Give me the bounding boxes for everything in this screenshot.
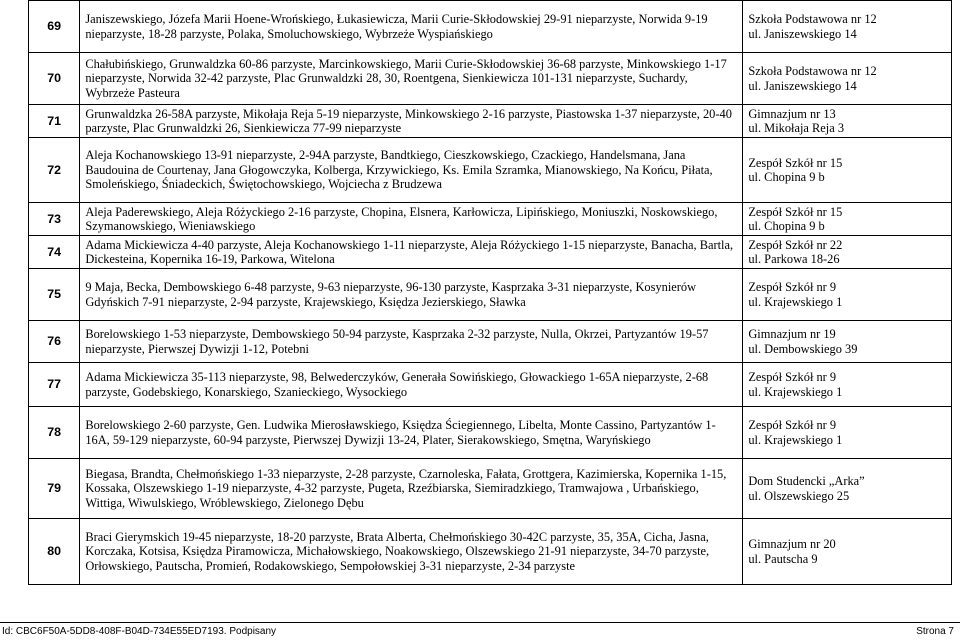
polling-station-name: Zespół Szkół nr 22	[748, 237, 843, 252]
polling-station-address: ul. Chopina 9 b	[748, 219, 825, 233]
district-number: 77	[29, 363, 80, 407]
polling-station	[743, 203, 952, 236]
polling-station-name: Szkoła Podstawowa nr 12	[748, 64, 877, 79]
page-number: Strona 7	[916, 626, 954, 637]
district-streets: Janiszewskiego, Józefa Marii Hoene-Wrońskiego, Łukasiewicza, Marii Curie-Skłodowskiej 29-91 nieparzyste, Norwida 9-19 nieparzyste, 18-28 parzyste, Polaka, Smoluchowskiego, Wybrzeże Wyspiańskiego	[80, 1, 743, 53]
table-row	[29, 269, 952, 321]
page-footer	[0, 622, 960, 641]
district-streets: Braci Gierymskich 19-45 nieparzyste, 18-20 parzyste, Brata Alberta, Chełmońskiego 30-42C parzyste, 35, 35A, Cicha, Jasna, Korczaka, Kotsisa, Księdza Piramowicza, Michałowskiego, Noakowskiego, Olszewskiego 21-91 nieparzyste, 34-70 parzyste, Orłowskiego, Pautscha, Promień, Rodakowskiego, Sempołowskiej 3-31 nieparzyste, 2-34 parzyste	[80, 519, 743, 585]
district-number: 69	[29, 1, 80, 53]
districts-table	[28, 0, 952, 585]
table-row	[29, 1, 952, 53]
table-row	[29, 321, 952, 363]
district-number: 71	[29, 105, 80, 138]
polling-station-name: Gimnazjum nr 19	[748, 327, 836, 342]
polling-station-name: Dom Studencki „Arka”	[748, 474, 865, 489]
district-streets: Chałubińskiego, Grunwaldzka 60-86 parzyste, Marcinkowskiego, Marii Curie-Skłodowskiej 36-68 parzyste, Minkowskiego 1-17 nieparzyste, Norwida 32-42 parzyste, Plac Grunwaldzki 28, 30, Roentgena, Sienkiewicza 101-131 nieparzyste, Suchardy, Wybrzeże Pasteura	[80, 53, 743, 105]
polling-station-address: ul. Krajewskiego 1	[748, 384, 843, 399]
polling-station	[743, 363, 952, 407]
district-streets: Borelowskiego 2-60 parzyste, Gen. Ludwika Mierosławskiego, Księdza Ściegiennego, Libelta, Monte Cassino, Partyzantów 1-16A, 59-129 nieparzyste, 60-94 parzyste, Pierwszej Dywizji 13-24, Plater, Sierakowskiego, Smętna, Waryńskiego	[80, 407, 743, 459]
polling-station	[743, 321, 952, 363]
polling-station	[743, 138, 952, 203]
district-streets: Adama Mickiewicza 4-40 parzyste, Aleja Kochanowskiego 1-11 nieparzyste, Aleja Różyckiego 1-15 nieparzyste, Banacha, Bartla, Dickesteina, Kopernika 16-19, Parkowa, Witelona	[80, 236, 743, 269]
district-streets: 9 Maja, Becka, Dembowskiego 6-48 parzyste, 9-63 nieparzyste, 96-130 parzyste, Kasprzaka 3-31 nieparzyste, Kosynierów Gdyńskich 7-91 nieparzyste, 2-94 parzyste, Krajewskiego, Księdza Jezierskiego, Sławka	[80, 269, 743, 321]
polling-station-name: Szkoła Podstawowa nr 12	[748, 12, 877, 27]
district-number: 72	[29, 138, 80, 203]
polling-station-name: Zespół Szkół nr 9	[748, 418, 837, 433]
district-number: 74	[29, 236, 80, 269]
district-streets: Borelowskiego 1-53 nieparzyste, Dembowskiego 50-94 parzyste, Kasprzaka 2-32 parzyste, Nulla, Okrzei, Partyzantów 19-57 nieparzyste, Pierwszej Dywizji 1-12, Potebni	[80, 321, 743, 363]
polling-station-name: Zespół Szkół nr 15	[748, 204, 843, 219]
table-row	[29, 203, 952, 236]
polling-station	[743, 236, 952, 269]
district-streets: Grunwaldzka 26-58A parzyste, Mikołaja Reja 5-19 nieparzyste, Minkowskiego 2-16 parzyste, Piastowska 1-37 nieparzyste, 20-40 parzyste, Plac Grunwaldzki 26, Sienkiewicza 77-99 nieparzyste	[80, 105, 743, 138]
table-row	[29, 407, 952, 459]
table-row	[29, 519, 952, 585]
polling-station-address: ul. Parkowa 18-26	[748, 252, 840, 266]
table-row	[29, 105, 952, 138]
table-row	[29, 459, 952, 519]
polling-station-name: Zespół Szkół nr 9	[748, 280, 837, 295]
table-row	[29, 53, 952, 105]
table-row	[29, 236, 952, 269]
polling-station-name: Gimnazjum nr 20	[748, 537, 836, 552]
polling-station-address: ul. Chopina 9 b	[748, 170, 825, 184]
districts-table-body	[29, 1, 952, 585]
polling-station-name: Gimnazjum nr 13	[748, 106, 836, 121]
table-row	[29, 138, 952, 203]
polling-station	[743, 53, 952, 105]
polling-station-address: ul. Krajewskiego 1	[748, 432, 843, 447]
district-number: 76	[29, 321, 80, 363]
polling-station-address: ul. Janiszewskiego 14	[748, 26, 857, 41]
polling-station	[743, 459, 952, 519]
polling-station	[743, 519, 952, 585]
document-id: Id: CBC6F50A-5DD8-408F-B04D-734E55ED7193. Podpisany	[2, 626, 277, 637]
polling-station-address: ul. Krajewskiego 1	[748, 294, 843, 309]
district-streets: Biegasa, Brandta, Chełmońskiego 1-33 nieparzyste, 2-28 parzyste, Czarnoleska, Fałata, Grottgera, Kazimierska, Kopernika 1-15, Kossaka, Olszewskiego 1-19 nieparzyste, 4-32 parzyste, Pugeta, Rzeźbiarska, Siemiradzkiego, Tramwajowa , Urbańskiego, Wittiga, Wiwulskiego, Wróblewskiego, Zielonego Dębu	[80, 459, 743, 519]
district-number: 75	[29, 269, 80, 321]
district-number: 70	[29, 53, 80, 105]
polling-station-address: ul. Pautscha 9	[748, 551, 818, 566]
district-streets: Aleja Paderewskiego, Aleja Różyckiego 2-16 parzyste, Chopina, Elsnera, Karłowicza, Lipińskiego, Moniuszki, Noskowskiego, Szymanowskiego, Wieniawskiego	[80, 203, 743, 236]
polling-station	[743, 105, 952, 138]
polling-station-address: ul. Janiszewskiego 14	[748, 78, 857, 93]
table-row	[29, 363, 952, 407]
polling-station-address: ul. Dembowskiego 39	[748, 341, 858, 356]
polling-station-address: ul. Mikołaja Reja 3	[748, 121, 845, 135]
polling-station-address: ul. Olszewskiego 25	[748, 488, 850, 503]
polling-station	[743, 1, 952, 53]
district-number: 80	[29, 519, 80, 585]
polling-station	[743, 269, 952, 321]
district-streets: Adama Mickiewicza 35-113 nieparzyste, 98, Belwederczyków, Generała Sowińskiego, Głowackiego 1-65A nieparzyste, 2-68 parzyste, Godebskiego, Konarskiego, Szanieckiego, Wysockiego	[80, 363, 743, 407]
polling-station-name: Zespół Szkół nr 9	[748, 370, 837, 385]
district-number: 73	[29, 203, 80, 236]
polling-station	[743, 407, 952, 459]
district-number: 78	[29, 407, 80, 459]
district-number: 79	[29, 459, 80, 519]
district-streets: Aleja Kochanowskiego 13-91 nieparzyste, 2-94A parzyste, Bandtkiego, Cieszkowskiego, Czackiego, Handelsmana, Jana Baudouina de Courtenay, Jana Głogowczyka, Kolberga, Krzywickiego, Ks. Emila Szramka, Mianowskiego, Na Końcu, Piłata, Smoleńskiego, Śniadeckich, Świętochowskiego, Wojciecha z Brudzewa	[80, 138, 743, 203]
polling-station-name: Zespół Szkół nr 15	[748, 155, 843, 170]
